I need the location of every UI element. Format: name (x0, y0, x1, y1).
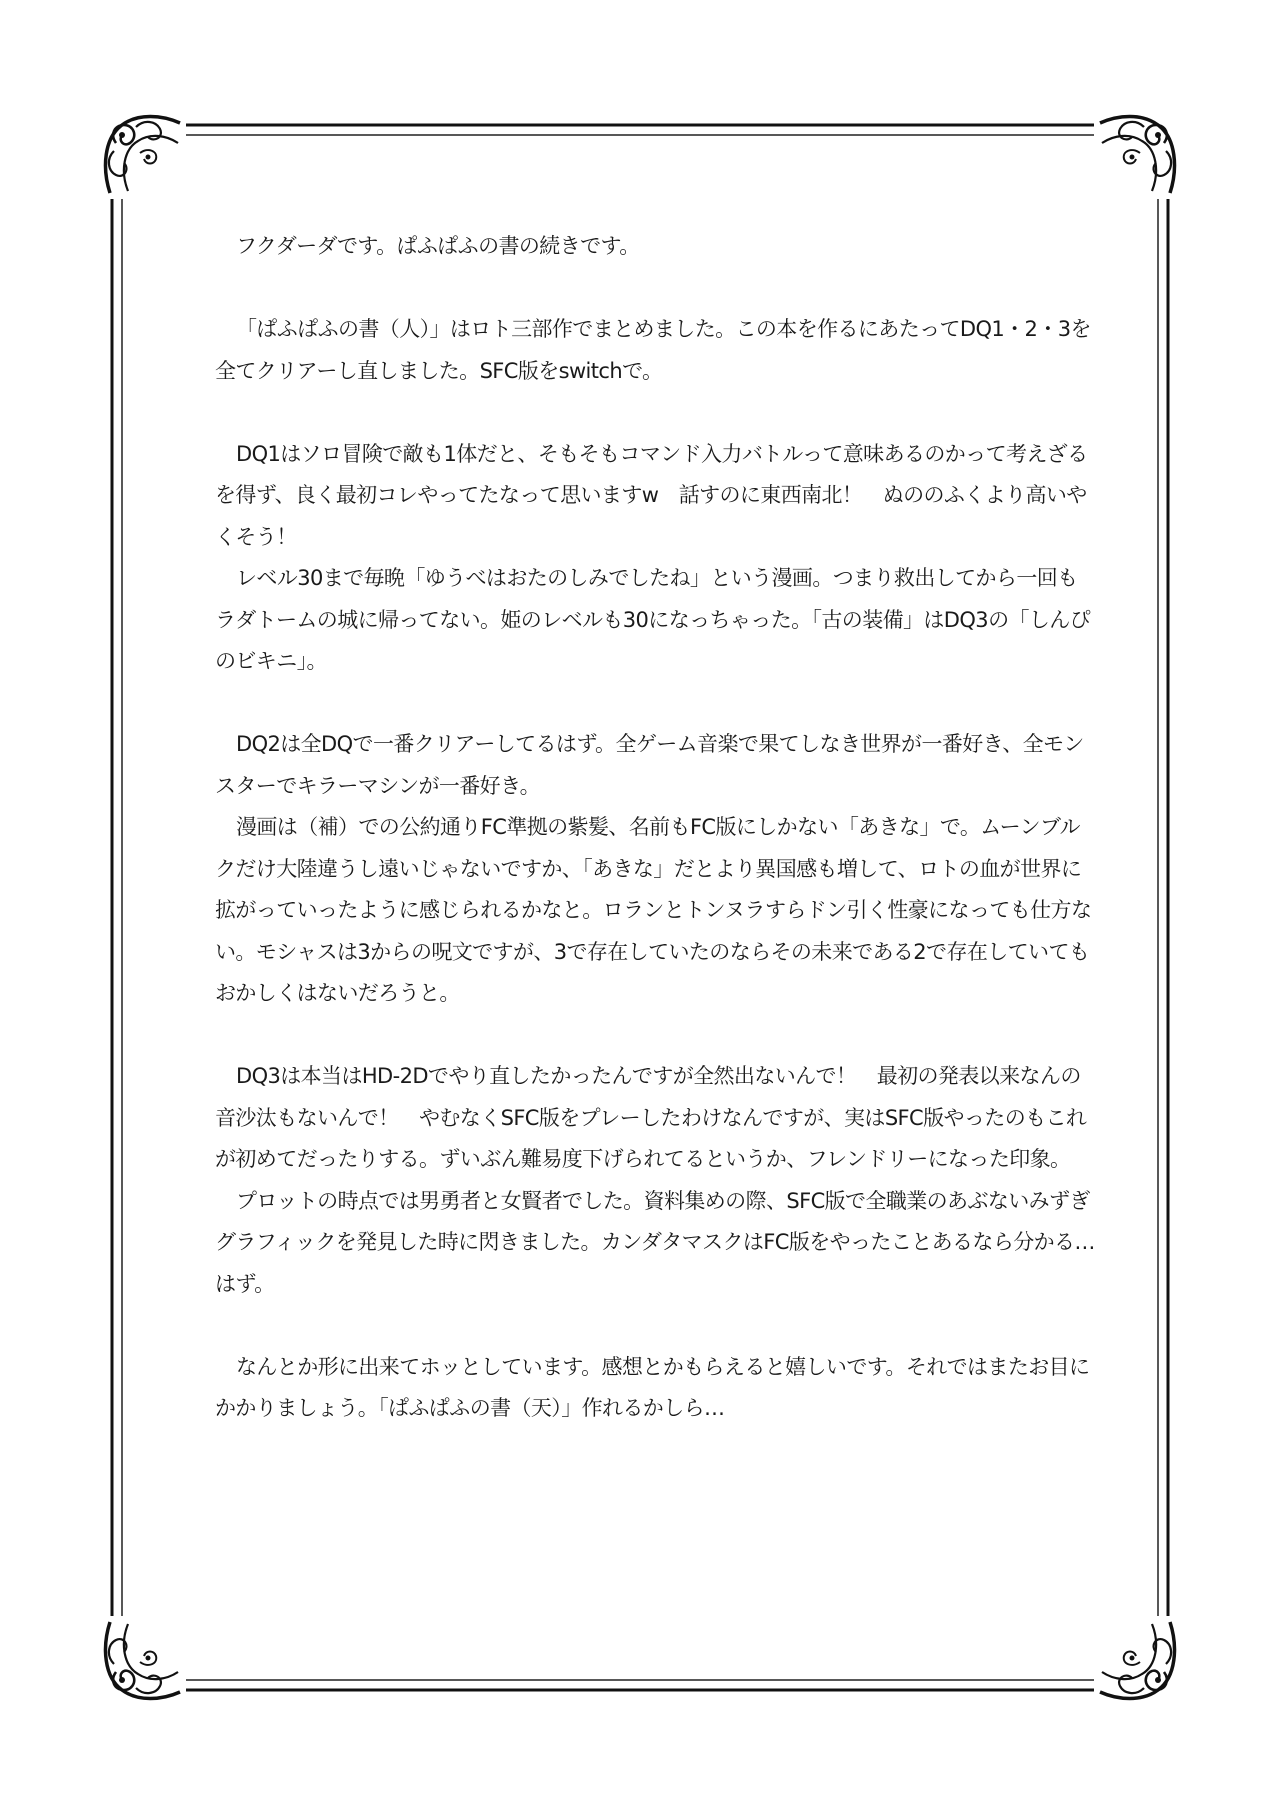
corner-flourish-top-right (1094, 107, 1186, 199)
paragraph-dq3-plot: プロットの時点では男勇者と女賢者でした。資料集めの際、SFC版で全職業のあぶないみずぎグラフィックを発見した時に閃きました。カンダタマスクはFC版をやったことあるなら分かる…はず。 (215, 1188, 1095, 1296)
paragraph-gap (215, 1305, 1095, 1347)
paragraph-book-summary: 「ぱふぱふの書（人）」はロト三部作でまとめました。この本を作るにあたってDQ1・2・3を全てクリアーし直しました。SFC版をswitchで。 (215, 317, 1091, 383)
corner-flourish-top-left (94, 107, 186, 199)
afterword-text (215, 226, 1095, 1430)
paragraph-gap (215, 268, 1095, 310)
paragraph-intro: フクダーダです。ぱふぱふの書の続きです。 (236, 234, 640, 258)
paragraph-gap (215, 683, 1095, 725)
paragraph-dq2: DQ2は全DQで一番クリアーしてるはず。全ゲーム音楽で果てしなき世界が一番好き、全モンスターでキラーマシンが一番好き。 (215, 732, 1084, 798)
paragraph-dq2-comic: 漫画は（補）での公約通りFC準拠の紫髪、名前もFC版にしかない「あきな」で。ムーンブルクだけ大陸違うし遠いじゃないですか、「あきな」だとより異国感も増して、ロトの血が世界に拡がっていったように感じられるかなと。ロランとトンヌラすらドン引く性豪になっても仕方ない。モシャスは3からの呪文ですが、3で存在していたのならその未来である2で存在していてもおかしくはないだろうと。 (215, 815, 1092, 1005)
corner-flourish-bottom-left (94, 1616, 186, 1708)
paragraph-dq1-comic: レベル30まで毎晩「ゆうべはおたのしみでしたね」という漫画。つまり救出してから一回もラダトームの城に帰ってない。姫のレベルも30になっちゃった。「古の装備」はDQ3の「しんぴのビキニ」。 (215, 566, 1091, 673)
paragraph-closing: なんとか形に出来てホッとしています。感想とかもらえると嬉しいです。それではまたお目にかかりましょう。「ぱふぱふの書（天）」作れるかしら… (215, 1354, 1090, 1420)
corner-flourish-bottom-right (1094, 1616, 1186, 1708)
paragraph-gap (215, 1015, 1095, 1057)
paragraph-gap (215, 392, 1095, 434)
paragraph-dq1: DQ1はソロ冒険で敵も1体だと、そもそもコマンド入力バトルって意味あるのかって考えざるを得ず、良く最初コレやってたなって思いますw 話すのに東西南北！ ぬののふくより高いやくそう！ (215, 441, 1088, 549)
paragraph-dq3: DQ3は本当はHD-2Dでやり直したかったんですが全然出ないんで！ 最初の発表以来なんの音沙汰もないんで！ やむなくSFC版をプレーしたわけなんですが、実はSFC版やったのもこれが初めてだったりする。ずいぶん難易度下げられてるというか、フレンドリーになった印象。 (215, 1064, 1087, 1171)
